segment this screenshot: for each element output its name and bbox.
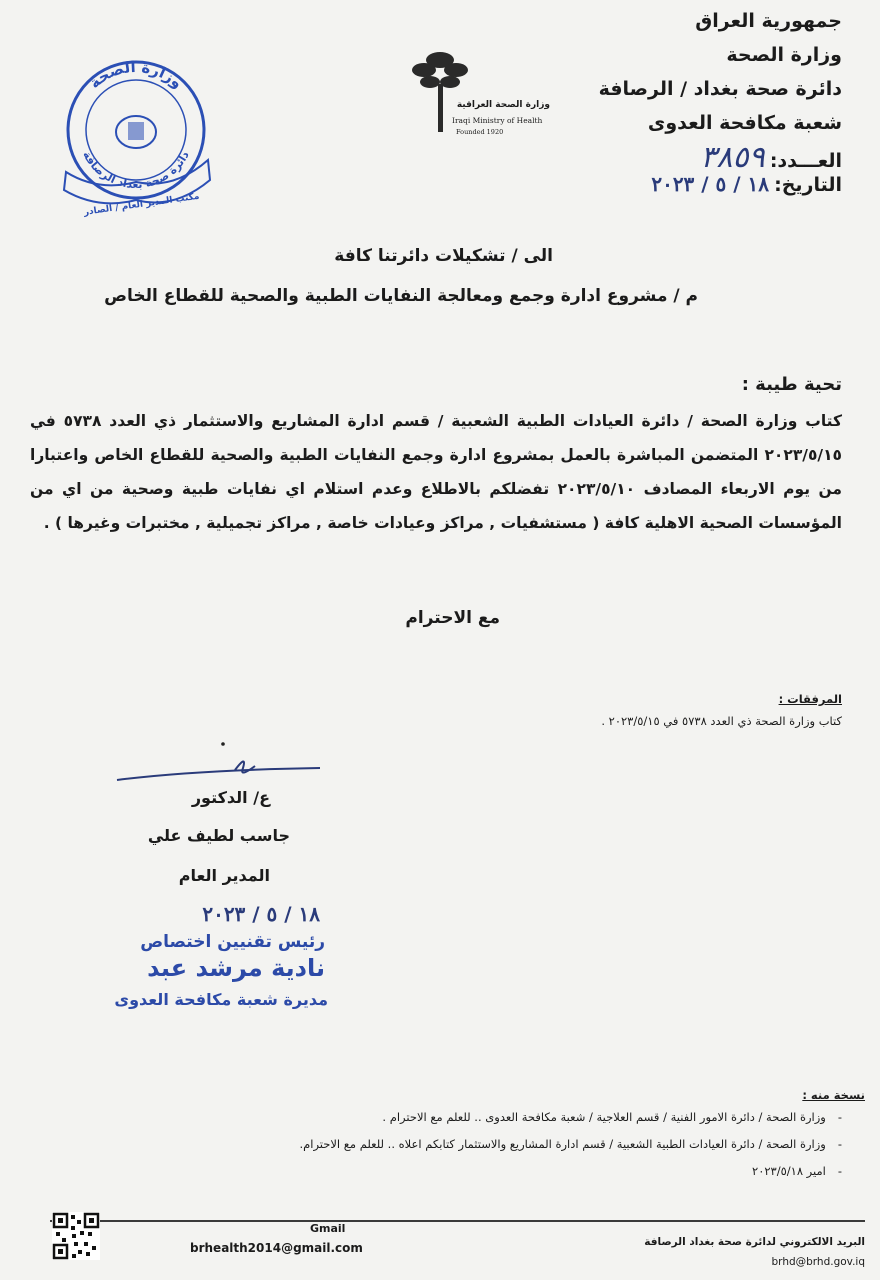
note-line-3: مديرة شعبة مكافحة العدوى: [114, 990, 328, 1009]
document-number: [700, 140, 842, 175]
number-label: العـــدد:: [769, 150, 842, 172]
logo-arabic: وزارة الصحة العراقية: [456, 100, 550, 110]
document-date: [651, 172, 842, 196]
closing: مع الاحترام: [405, 608, 500, 628]
attachments-title: المرفقات :: [778, 692, 842, 706]
handwritten-signature: [115, 740, 335, 790]
ministry-logo: [360, 0, 560, 160]
logo-founded: Founded 1920: [456, 128, 504, 136]
stamp-top-text: وزارة الصحة: [85, 57, 187, 93]
date-label: التاريخ:: [774, 174, 842, 196]
stamp-ribbon-text: مكتب المدير العام / الصادر: [83, 191, 201, 218]
bullet-dash: -: [837, 1164, 842, 1178]
section-name: شعبة مكافحة العدوى: [647, 112, 842, 134]
gmail-label: Gmail: [310, 1222, 346, 1235]
ministry-name: وزارة الصحة: [726, 44, 842, 66]
email-address[interactable]: brhd@brhd.gov.iq: [771, 1256, 865, 1268]
attachment-item: كتاب وزارة الصحة ذي العدد ٥٧٣٨ في ٢٠٢٣/٥/١٥ .: [601, 714, 842, 728]
qr-code-icon: [52, 1212, 100, 1260]
greeting: تحية طيبة :: [741, 374, 842, 395]
copy-item-1: -وزارة الصحة / دائرة الامور الفنية / قسم العلاجية / شعبة مكافحة العدوى .. للعلم مع الاحترام .: [382, 1110, 842, 1124]
subject-line: م / مشروع ادارة وجمع ومعالجة النفايات الطبية والصحية للقطاع الخاص: [104, 286, 698, 306]
copy-item-3: -امير ٢٠٢٣/٥/١٨: [752, 1164, 842, 1178]
official-stamp: [58, 50, 218, 230]
copy-item-2: -وزارة الصحة / دائرة العيادات الطبية الشعبية / قسم ادارة المشاريع والاستثمار كتابكم اعلاه .. للعلم مع الاحترام.: [299, 1137, 842, 1151]
body-paragraph: كتاب وزارة الصحة / دائرة العيادات الطبية الشعبية / قسم ادارة المشاريع والاستثمار ذي العدد ٥٧٣٨ في ٢٠٢٣/٥/١٥ المتضمن المباشرة بالعمل بمشروع ادارة وجمع النفايات الطبية والصحية للقطاع الخاص واعتبارا من يوم الاربعاء المصادف ٢٠٢٣/٥/١٠ تفضلكم بالاطلاع وعدم استلام اي نفايات طبية وصحية من اي من المؤسسات الصحية الاهلية كافة ( مستشفيات , مراكز وعيادات خاصة , مراكز تجميلية , مختبرات وغيرها ) .: [30, 412, 842, 532]
directorate-name: دائرة صحة بغداد / الرصافة: [598, 78, 842, 100]
note-line-2: نادية مرشد عبد: [147, 954, 325, 982]
crescent-palm-emblem: [360, 0, 560, 160]
number-value: ٣٨٥٩: [700, 140, 765, 175]
footer-divider: [50, 1220, 865, 1222]
note-line-1: رئيس تقنيين اختصاص: [140, 932, 325, 952]
copies-title: نسخة منه :: [802, 1088, 865, 1102]
recipient-line: الى / تشكيلات دائرتنا كافة: [334, 246, 553, 266]
signatory-prefix: ع/ الدكتور: [191, 788, 270, 807]
bullet-dash: -: [837, 1137, 842, 1151]
country-name: جمهورية العراق: [695, 10, 842, 32]
date-value: ١٨ / ٥ / ٢٠٢٣: [651, 172, 769, 196]
signature-date: ١٨ / ٥ / ٢٠٢٣: [202, 902, 320, 926]
signatory-name: جاسب لطيف علي: [147, 826, 290, 845]
gmail-address[interactable]: brhealth2014@gmail.com: [190, 1241, 363, 1255]
stamp-bottom-text: دائرة صحة بغداد الرصافة: [80, 149, 192, 192]
email-label: البريد الالكتروني لدائرة صحة بغداد الرصافة: [644, 1236, 865, 1248]
logo-english: Iraqi Ministry of Health: [452, 116, 543, 125]
bullet-dash: -: [837, 1110, 842, 1124]
signatory-title: المدير العام: [178, 866, 270, 885]
stamp-eagle-icon: [116, 116, 156, 148]
